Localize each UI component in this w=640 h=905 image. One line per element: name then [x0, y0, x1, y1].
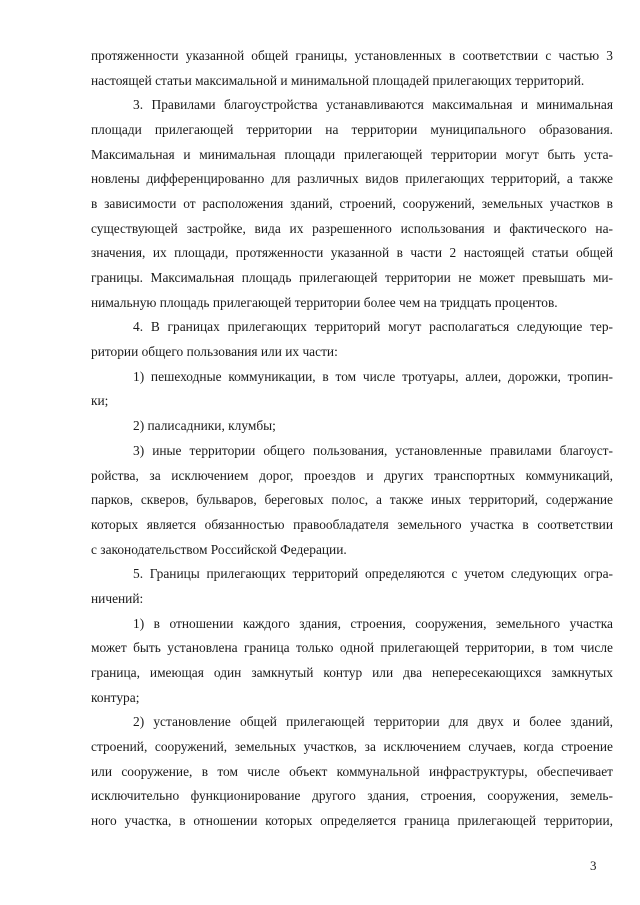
text-line: может быть установлена граница только одной прилегающей территории, в том числе [91, 640, 613, 655]
text-line: Максимальная и минимальная площади прилегающей территории могут быть уста- [91, 147, 613, 162]
text-line: ритории общего пользования или их части: [91, 344, 338, 359]
text-line: или сооружение, в том числе объект коммунальной инфраструктуры, обеспечивает [91, 764, 613, 779]
text-line: 3) иные территории общего пользования, установленные правилами благоуст- [133, 443, 613, 458]
text-line: площади прилегающей территории на территории муниципального образования. [91, 122, 613, 137]
text-line: с законодательством Российской Федерации. [91, 542, 347, 557]
text-line: 2) палисадники, клумбы; [133, 418, 276, 433]
text-line: в зависимости от расположения зданий, строений, сооружений, земельных участков в [91, 196, 613, 211]
text-line: настоящей статьи максимальной и минимальной площадей прилегающих территорий. [91, 73, 585, 88]
text-line: строений, сооружений, земельных участков, за исключением случаев, когда строение [91, 739, 613, 754]
text-line: границы. Максимальная площадь прилегающей территории не может превышать ми- [91, 270, 613, 285]
text-line: существующей застройке, вида их разрешенного использования и фактического на- [91, 221, 613, 236]
text-line: 2) установление общей прилегающей территории для двух и более зданий, [133, 714, 613, 729]
text-line: 1) в отношении каждого здания, строения, сооружения, земельного участка [133, 616, 613, 631]
text-line: исключительно функционирование другого здания, строения, сооружения, земель- [91, 788, 613, 803]
text-line: парков, скверов, бульваров, береговых полос, а также иных территорий, содержание [91, 492, 613, 507]
text-line: контура; [91, 690, 140, 705]
text-line: ки; [91, 393, 109, 408]
text-line: нимальную площадь прилегающей территории более чем на тридцать процентов. [91, 295, 558, 310]
text-line: новлены дифференцированно для различных видов прилегающих территорий, а также [91, 171, 613, 186]
text-line: ничений: [91, 591, 144, 606]
text-line: 5. Границы прилегающих территорий определяются с учетом следующих огра- [133, 566, 613, 581]
text-line: 3. Правилами благоустройства устанавливаются максимальная и минимальная [133, 97, 613, 112]
text-line: которых является обязанностью правообладателя земельного участка в соответствии [91, 517, 613, 532]
page-number: 3 [590, 858, 597, 873]
text-line: 4. В границах прилегающих территорий могут располагаться следующие тер- [133, 319, 613, 334]
text-line: ройства, за исключением дорог, проездов и других транспортных коммуникаций, [91, 468, 613, 483]
text-line: протяженности указанной общей границы, установленных в соответствии с частью 3 [91, 48, 613, 63]
text-line: значения, их площади, протяженности указанной в части 2 настоящей статьи общей [91, 245, 613, 260]
text-line: 1) пешеходные коммуникации, в том числе тротуары, аллеи, дорожки, тропин- [133, 369, 613, 384]
text-line: граница, имеющая один замкнутый контур или два непересекающихся замкнутых [91, 665, 613, 680]
text-line: ного участка, в отношении которых определяется граница прилегающей территории, [91, 813, 613, 828]
